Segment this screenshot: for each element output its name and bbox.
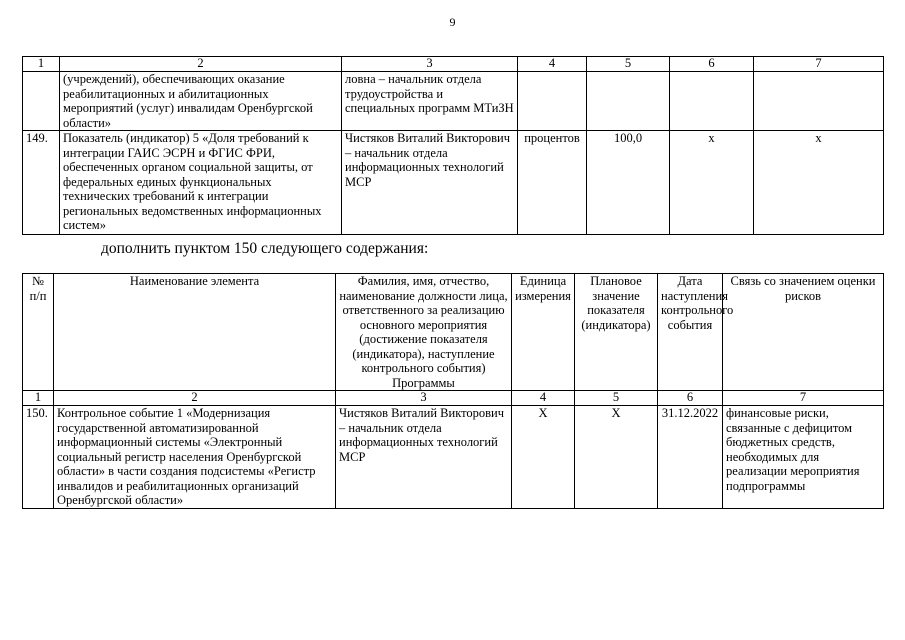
table2-number-row (23, 391, 884, 406)
table1-col-3-number: 3 (342, 57, 518, 72)
row150-num: 150. (23, 406, 54, 509)
col-header-risk-link: Связь со значением оценки рисков (723, 274, 884, 391)
col-header-responsible: Фамилия, имя, отчество, наименование должности лица, ответственного за реализацию основного мероприятия (достижение показателя (индикатора), наступление контрольного события) Программы (336, 274, 512, 391)
table1-col-7-number: 7 (754, 57, 884, 72)
row149-unit: процентов (518, 131, 587, 235)
row149-col6: х (670, 131, 754, 235)
table1-row-149 (23, 131, 884, 235)
table1-row-continued (23, 72, 884, 131)
continuation-table (22, 56, 884, 235)
col-header-number: № п/п (23, 274, 54, 391)
row150-name: Контрольное событие 1 «Модернизация государственной автоматизированной информационный системы «Электронный социальный регистр населения Оренбургской области» в части создания подсистемы «Регистр инвалидов и реабилитационных организаций Оренбургской области» (54, 406, 336, 509)
cont-cell-responsible: ловна – начальник отдела трудоустройства и специальных программ МТиЗН (342, 72, 518, 131)
row150-unit: Х (512, 406, 575, 509)
row149-num: 149. (23, 131, 60, 235)
cont-cell-value (587, 72, 670, 131)
col-header-event-date: Дата наступления контрольного события (658, 274, 723, 391)
row149-name: Показатель (индикатор) 5 «Доля требований к интеграции ГАИС ЭСРН и ФГИС ФРИ, обеспеченных органом социальной защиты, от федеральных единых функциональных технических требований к интеграции региональных ведомственных информационных систем» (60, 131, 342, 235)
cont-cell-7 (754, 72, 884, 131)
table2-col-4-number: 4 (512, 391, 575, 406)
table2-col-2-number: 2 (54, 391, 336, 406)
table2-col-1-number: 1 (23, 391, 54, 406)
cont-cell-6 (670, 72, 754, 131)
table2-col-3-number: 3 (336, 391, 512, 406)
table2-row-150 (23, 406, 884, 509)
table2-col-5-number: 5 (575, 391, 658, 406)
new-item-table (22, 273, 884, 509)
cont-cell-name: (учреждений), обеспечивающих оказание реабилитационных и абилитационных мероприятий (услуг) инвалидам Оренбургской области» (60, 72, 342, 131)
col-header-element-name: Наименование элемента (54, 274, 336, 391)
row149-value: 100,0 (587, 131, 670, 235)
row150-responsible: Чистяков Виталий Викторович – начальник отдела информационных технологий МСР (336, 406, 512, 509)
row150-date: 31.12.2022 (658, 406, 723, 509)
cont-cell-num (23, 72, 60, 131)
page-number: 9 (449, 15, 456, 29)
row150-risk: финансовые риски, связанные с дефицитом бюджетных средств, необходимых для реализации мероприятия подпрограммы (723, 406, 884, 509)
row149-responsible: Чистяков Виталий Викторович – начальник отдела информационных технологий МСР (342, 131, 518, 235)
table1-header-row (23, 57, 884, 72)
table1-col-6-number: 6 (670, 57, 754, 72)
table2-col-6-number: 6 (658, 391, 723, 406)
table2-col-7-number: 7 (723, 391, 884, 406)
table1-col-4-number: 4 (518, 57, 587, 72)
table1-col-1-number: 1 (23, 57, 60, 72)
table1-col-5-number: 5 (587, 57, 670, 72)
row150-value: Х (575, 406, 658, 509)
amendment-intro-text: дополнить пунктом 150 следующего содержания: (101, 240, 429, 257)
table2-header-row (23, 274, 884, 391)
col-header-unit: Единица измерения (512, 274, 575, 391)
row149-col7: х (754, 131, 884, 235)
col-header-planned-value: Плановое значение показателя (индикатора) (575, 274, 658, 391)
cont-cell-unit (518, 72, 587, 131)
table1-col-2-number: 2 (60, 57, 342, 72)
